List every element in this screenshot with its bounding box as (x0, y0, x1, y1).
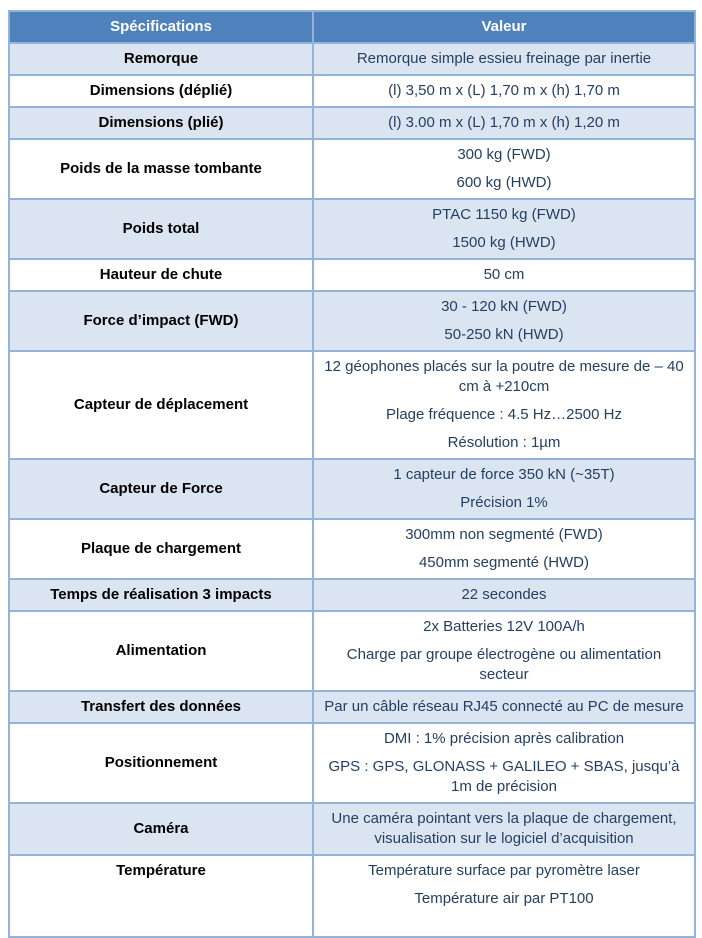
table-row (9, 75, 695, 107)
spec-label: Plaque de chargement (9, 519, 313, 579)
spec-value-line: PTAC 1150 kg (FWD) (432, 206, 576, 223)
spec-value-line: 12 géophones placés sur la poutre de mesure de – 40 cm à +210cm (324, 358, 684, 395)
table-header-row (9, 11, 695, 43)
table-row (9, 259, 695, 291)
spec-value-line: Charge par groupe électrogène ou alimentation secteur (346, 646, 662, 683)
spec-value-line: Une caméra pointant vers la plaque de chargement, visualisation sur le logiciel d’acquisition (331, 810, 677, 847)
table-row (9, 291, 695, 351)
table-row (9, 519, 695, 579)
spec-value-line: DMI : 1% précision après calibration (383, 730, 625, 747)
spec-value (313, 139, 695, 199)
spec-value-line: GPS : GPS, GLONASS + GALILEO + SBAS, jusqu’à 1m de précision (328, 758, 680, 795)
table-row (9, 459, 695, 519)
table-row (9, 107, 695, 139)
spec-value-line: 2x Batteries 12V 100A/h (423, 618, 585, 635)
table-row (9, 139, 695, 199)
spec-value (313, 611, 695, 691)
spec-value (313, 579, 695, 611)
spec-value-line: (l) 3.00 m x (L) 1,70 m x (h) 1,20 m (388, 114, 620, 131)
spec-value (313, 291, 695, 351)
spec-value (313, 75, 695, 107)
table-row (9, 43, 695, 75)
spec-label: Transfert des données (9, 691, 313, 723)
spec-label: Positionnement (9, 723, 313, 803)
spec-value (313, 519, 695, 579)
spec-value-line: 50 cm (483, 266, 525, 283)
spec-value (313, 855, 695, 937)
table-row (9, 199, 695, 259)
spec-value (313, 803, 695, 855)
spec-label: Alimentation (9, 611, 313, 691)
spec-value-line: 50-250 kN (HWD) (444, 326, 564, 343)
column-header-valeur: Valeur (313, 11, 695, 43)
spec-value-line: 300mm non segmenté (FWD) (405, 526, 603, 543)
spec-value (313, 199, 695, 259)
spec-value-line: 1500 kg (HWD) (452, 234, 556, 251)
spec-value-line: Résolution : 1µm (447, 434, 561, 451)
spec-label: Température (9, 855, 313, 937)
spec-value-line: Précision 1% (460, 494, 548, 511)
spec-value-line: 22 secondes (461, 586, 547, 603)
spec-value-line: 30 - 120 kN (FWD) (441, 298, 567, 315)
table-row (9, 723, 695, 803)
table-row (9, 803, 695, 855)
spec-label: Poids total (9, 199, 313, 259)
spec-value-line: 450mm segmenté (HWD) (418, 554, 590, 571)
spec-value-line: Température air par PT100 (414, 890, 594, 907)
spec-value-line: (l) 3,50 m x (L) 1,70 m x (h) 1,70 m (388, 82, 620, 99)
spec-label: Dimensions (plié) (9, 107, 313, 139)
spec-value (313, 107, 695, 139)
specifications-table (8, 10, 696, 938)
column-header-specifications: Spécifications (9, 11, 313, 43)
spec-value (313, 723, 695, 803)
table-row (9, 855, 695, 937)
spec-value (313, 351, 695, 459)
spec-value-line: Plage fréquence : 4.5 Hz…2500 Hz (386, 406, 622, 423)
spec-label: Caméra (9, 803, 313, 855)
table-row (9, 351, 695, 459)
table-row (9, 611, 695, 691)
spec-label: Poids de la masse tombante (9, 139, 313, 199)
table-row (9, 691, 695, 723)
spec-value-line: Température surface par pyromètre laser (368, 862, 640, 879)
spec-label: Dimensions (déplié) (9, 75, 313, 107)
table-row (9, 579, 695, 611)
spec-label: Hauteur de chute (9, 259, 313, 291)
spec-value (313, 459, 695, 519)
spec-label: Capteur de déplacement (9, 351, 313, 459)
spec-value (313, 259, 695, 291)
spec-value (313, 43, 695, 75)
table-body (9, 43, 695, 937)
spec-value-line: 600 kg (HWD) (456, 174, 552, 191)
spec-label: Force d’impact (FWD) (9, 291, 313, 351)
spec-label: Temps de réalisation 3 impacts (9, 579, 313, 611)
spec-label: Capteur de Force (9, 459, 313, 519)
spec-value-line: Par un câble réseau RJ45 connecté au PC de mesure (324, 698, 684, 715)
spec-value-line: 300 kg (FWD) (457, 146, 551, 163)
spec-value (313, 691, 695, 723)
spec-value-line: 1 capteur de force 350 kN (~35T) (393, 466, 615, 483)
spec-value-line: Remorque simple essieu freinage par inertie (356, 50, 652, 67)
spec-label: Remorque (9, 43, 313, 75)
